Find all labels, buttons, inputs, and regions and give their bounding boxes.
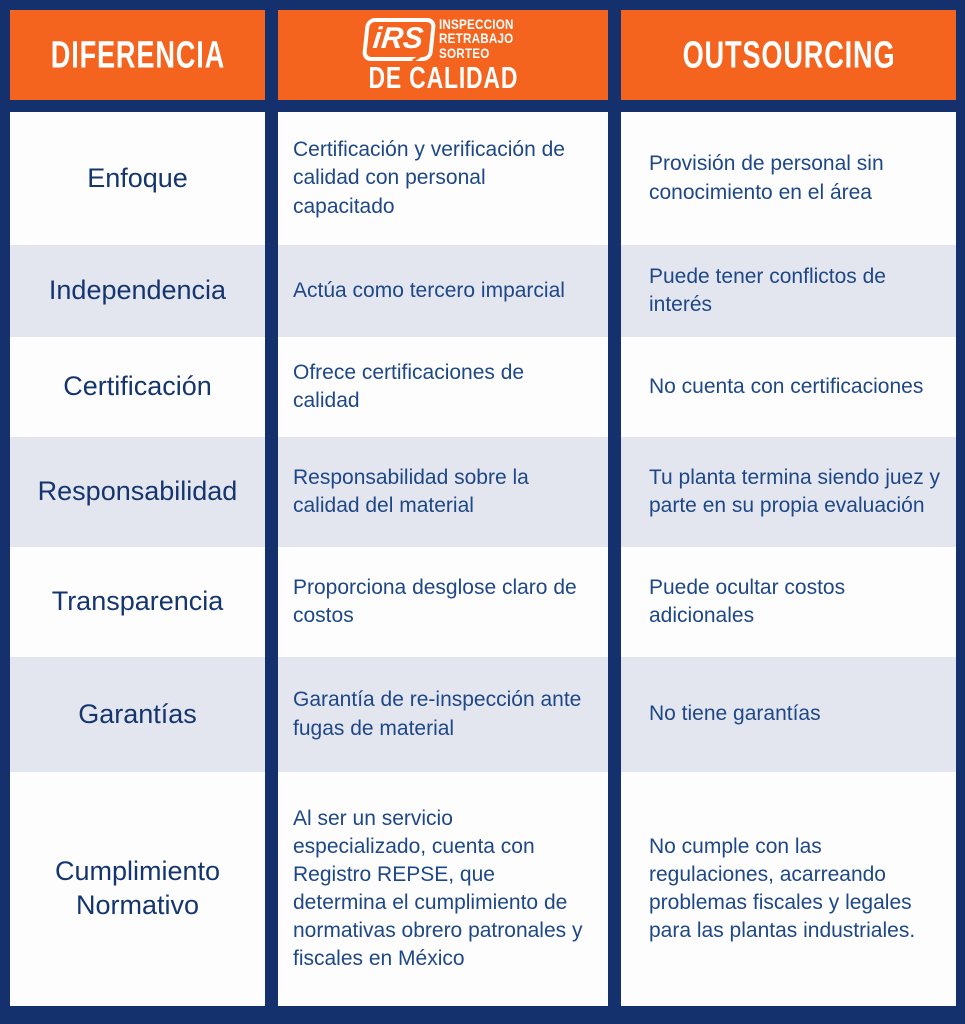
row-label: Independencia	[48, 275, 227, 306]
cell-text: Garantía de re-inspección ante fugas de material	[293, 688, 582, 740]
table-cell	[621, 112, 956, 245]
cell-text: Puede tener conflictos de interés	[649, 264, 886, 316]
cell-text: Al ser un servicio especializado, cuenta con Registro REPSE, que determina el cumplimiento de normativas obrero patronales y fiscales en México	[293, 806, 583, 971]
irs-logo-box	[362, 18, 437, 61]
cell-text: Certificación y verificación de calidad con personal capacitado	[293, 138, 565, 218]
cell-text: Tu planta termina siendo juez y parte en su propia evaluación	[649, 465, 941, 517]
table-cell	[621, 657, 956, 772]
irs-logo-line-1: INSPECCION	[439, 16, 514, 33]
row-label: Transparencia	[51, 586, 224, 617]
row-label-cell	[10, 772, 265, 1006]
table-cell	[278, 437, 608, 547]
row-label: Certificación	[63, 371, 212, 402]
header-irs	[278, 10, 608, 100]
cell-text: Puede ocultar costos adicionales	[649, 575, 846, 627]
header-outsourcing-label: OUTSOURCING	[682, 33, 895, 76]
row-label-cell	[10, 437, 265, 547]
table-cell	[621, 245, 956, 337]
header-diferencia	[10, 10, 265, 100]
row-label-cell	[10, 547, 265, 657]
cell-text: Responsabilidad sobre la calidad del material	[293, 465, 529, 517]
cell-text: No cuenta con certificaciones	[649, 374, 924, 398]
cell-text: No tiene garantías	[649, 702, 821, 726]
row-label-cell	[10, 657, 265, 772]
cell-text: Ofrece certificaciones de calidad	[293, 360, 525, 412]
row-label: Garantías	[78, 698, 197, 729]
cell-text: Provisión de personal sin conocimiento en el área	[649, 152, 884, 204]
row-label: Responsabilidad	[37, 476, 238, 507]
irs-logo-lines	[439, 18, 522, 61]
cell-text: Proporciona desglose claro de costos	[293, 575, 577, 627]
table-cell	[621, 337, 956, 437]
cell-text: Actúa como tercero imparcial	[293, 278, 565, 302]
table-cell	[278, 547, 608, 657]
table-cell	[278, 657, 608, 772]
row-label: Enfoque	[87, 162, 188, 193]
table-cell	[621, 772, 956, 1006]
column-outsourcing	[621, 10, 956, 1006]
table-cell	[278, 112, 608, 245]
table-cell	[278, 772, 608, 1006]
table-cell	[278, 245, 608, 337]
irs-logo-abbr: iRS	[371, 22, 425, 55]
row-label-cell	[10, 337, 265, 437]
header-irs-subtitle: DE CALIDAD	[368, 60, 518, 95]
header-diferencia-label: DIFERENCIA	[50, 33, 225, 76]
irs-logo-line-3: SORTEO	[439, 45, 490, 61]
table-cell	[621, 547, 956, 657]
column-irs	[278, 10, 608, 1006]
row-label-cell	[10, 112, 265, 245]
row-label: Cumplimiento Normativo	[54, 856, 221, 920]
cell-text: No cumple con las regulaciones, acarreando problemas fiscales y legales para las plantas industriales.	[649, 834, 916, 943]
row-label-cell	[10, 245, 265, 337]
table-cell	[278, 337, 608, 437]
irs-logo	[364, 18, 522, 61]
column-diferencia	[10, 10, 265, 1006]
table-cell	[621, 437, 956, 547]
header-outsourcing	[621, 10, 956, 100]
irs-logo-line-2: RETRABAJO	[439, 30, 514, 47]
